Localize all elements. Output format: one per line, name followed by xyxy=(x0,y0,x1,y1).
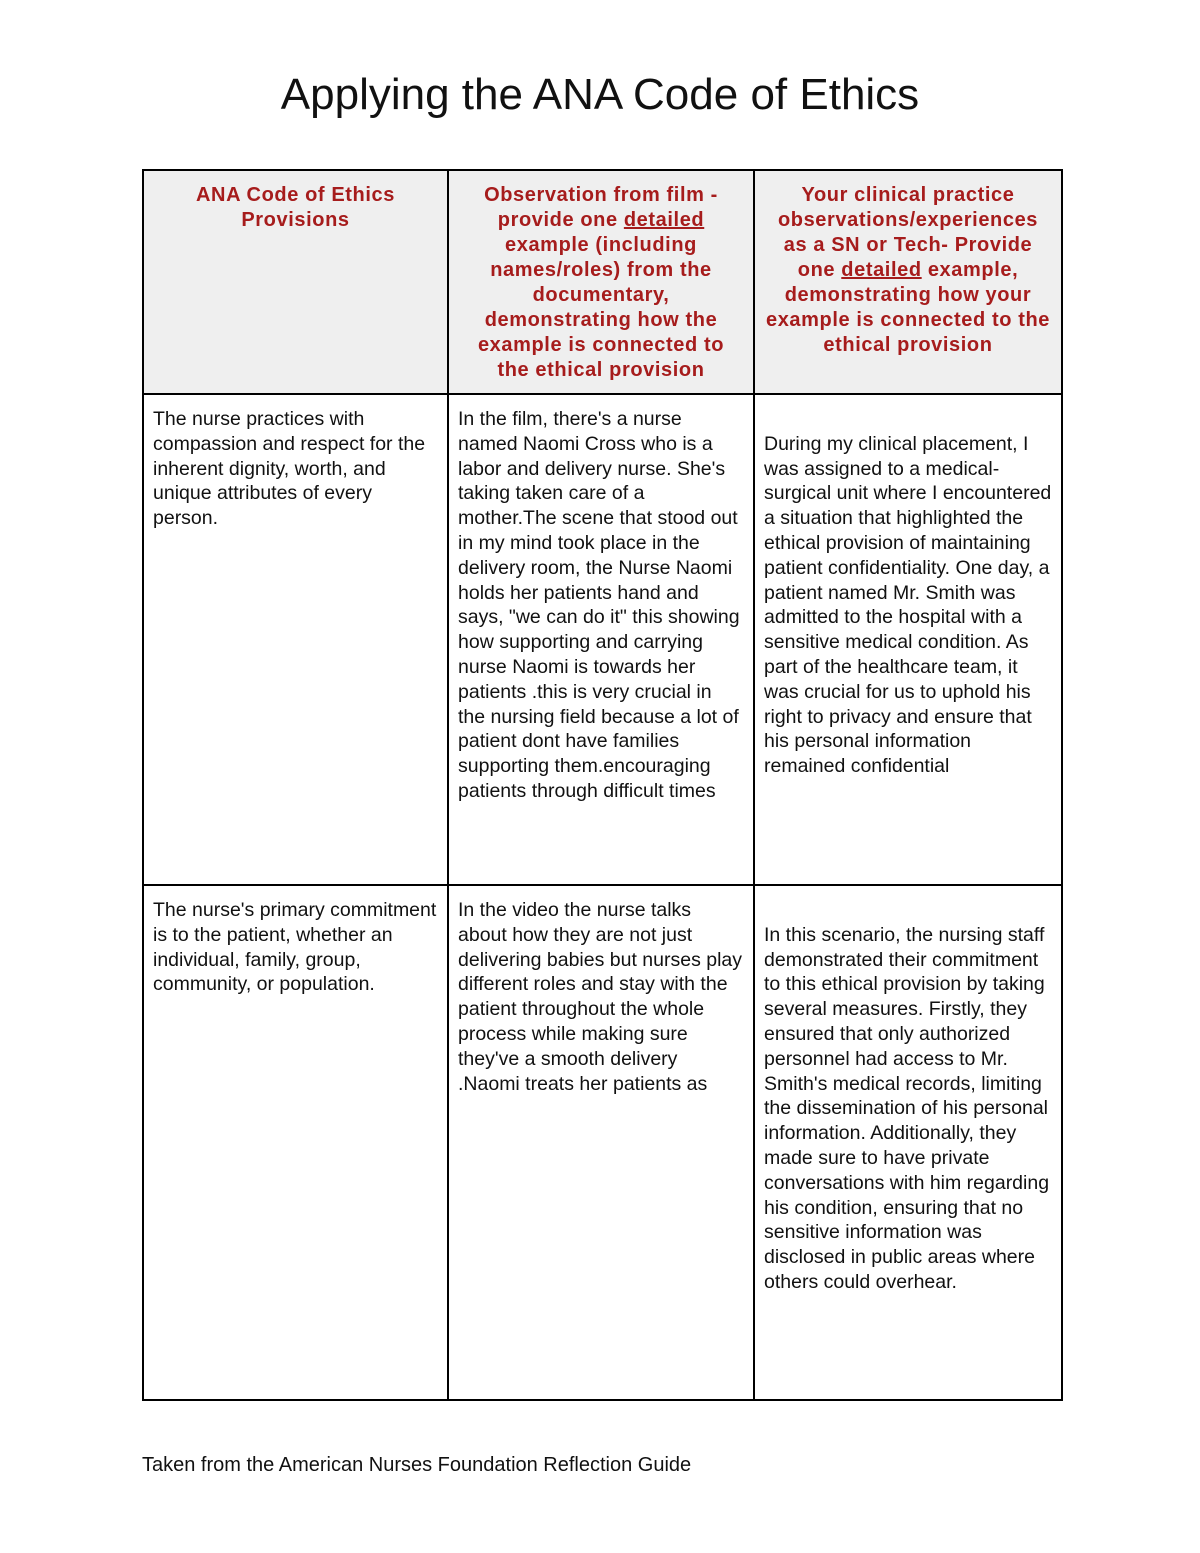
footer-source-note: Taken from the American Nurses Foundation Reflection Guide xyxy=(142,1454,692,1476)
header-provisions-label: ANA Code of Ethics Provisions xyxy=(196,184,395,231)
provision-text: The nurse practices with compassion and respect for the inherent dignity, worth, and unique attributes of every person. xyxy=(153,408,426,530)
header-provisions xyxy=(143,170,448,394)
header-film-text-2: example (including names/roles) from the documentary, demonstrating how the example is connected to the ethical provision xyxy=(477,234,725,381)
film-observation-cell xyxy=(448,885,754,1400)
clinical-experience-text: During my clinical placement, I was assigned to a medical-surgical unit where I encountered a situation that highlighted the ethical provision of maintaining patient confidentiality. One day, a patient named Mr. Smith was admitted to the hospital with a sensitive medical condition. As part of the healthcare team, it was crucial for us to uphold his right to privacy and ensure that his personal information remained confidential xyxy=(764,432,1052,778)
clinical-experience-cell xyxy=(754,394,1062,885)
ethics-table xyxy=(142,169,1063,1401)
provision-cell xyxy=(143,885,448,1400)
header-clinical-practice xyxy=(754,170,1062,394)
header-clinical-text-2: example, demonstrating how your example is connected to the ethical provision xyxy=(765,259,1051,356)
table-header-row xyxy=(143,170,1062,394)
film-observation-cell xyxy=(448,394,754,885)
header-clinical-text-1: Your clinical practice observations/experiences as a SN or Tech- Provide one xyxy=(777,184,1039,281)
provision-text: The nurse's primary commitment is to the patient, whether an individual, family, group, community, or population. xyxy=(153,899,437,996)
table-row xyxy=(143,394,1062,885)
table-row xyxy=(143,885,1062,1400)
header-film-underlined: detailed xyxy=(623,209,705,231)
clinical-experience-cell xyxy=(754,885,1062,1400)
clinical-experience-text: In this scenario, the nursing staff demonstrated their commitment to this ethical provision by taking several measures. Firstly, they ensured that only authorized personnel had access to Mr. Smith's medical records, limiting the dissemination of his personal information. Additionally, they made sure to have private conversations with him regarding his condition, ensuring that no sensitive information was disclosed in public areas where others could overhear. xyxy=(764,923,1050,1293)
film-observation-text: In the video the nurse talks about how they are not just delivering babies but nurses play different roles and stay with the patient throughout the whole process while making sure they've a smooth delivery .Naomi treats her patients as xyxy=(458,899,743,1095)
provision-cell xyxy=(143,394,448,885)
film-observation-text: In the film, there's a nurse named Naomi Cross who is a labor and delivery nurse. She's taking taken care of a mother.The scene that stood out in my mind took place in the delivery room, the Nurse Naomi holds her patients hand and says, "we can do it" this showing how supporting and carrying nurse Naomi is towards her patients .this is very crucial in the nursing field because a lot of patient dont have families supporting them.encouraging patients through difficult times xyxy=(458,408,740,802)
header-film-text-1: Observation from film - provide one xyxy=(484,184,718,231)
header-clinical-underlined: detailed xyxy=(841,259,922,281)
page-title: Applying the ANA Code of Ethics xyxy=(280,70,920,119)
header-film-observation xyxy=(448,170,754,394)
